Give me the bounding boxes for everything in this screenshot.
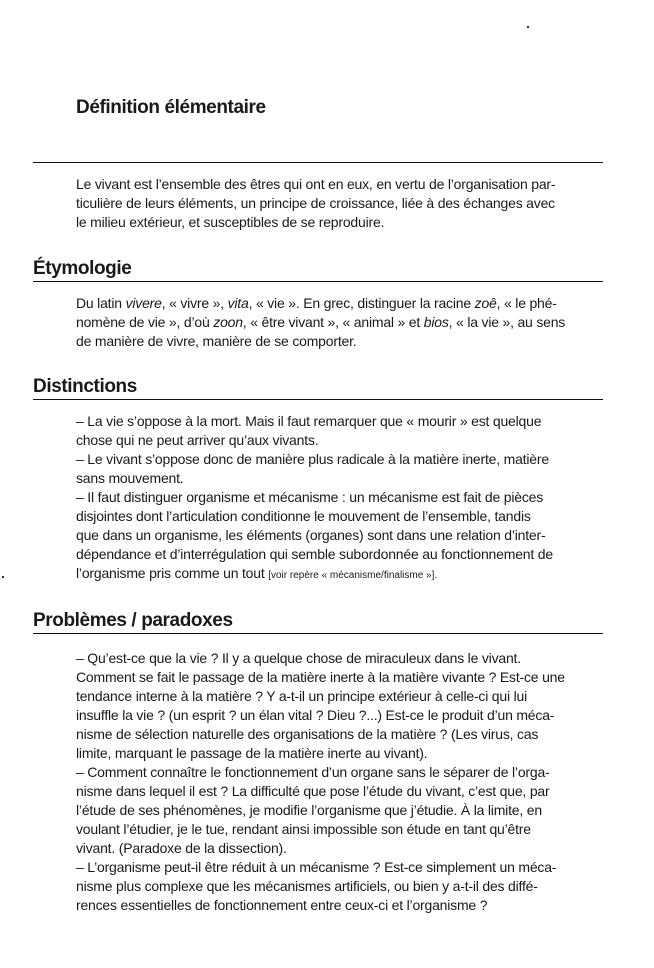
- text-line: – Le vivant s’oppose donc de manière plus radicale à la matière inerte, matière: [76, 451, 549, 467]
- problems-heading: Problèmes / paradoxes: [33, 610, 233, 631]
- etymology-heading: Étymologie: [33, 258, 132, 279]
- text-line: Du latin vivere, « vivre », vita, « vie ». En grec, distinguer la racine zoê, « le phé-: [76, 295, 557, 311]
- text-line: – Qu’est-ce que la vie ? Il y a quelque chose de miraculeux dans le vivant.: [76, 650, 521, 666]
- text-line: Comment se fait le passage de la matière inerte à la matière vivante ? Est-ce une: [76, 669, 565, 685]
- text-line: – La vie s’oppose à la mort. Mais il faut remarquer que « mourir » est quelque: [76, 413, 542, 429]
- text-line: ticulière de leurs éléments, un principe de croissance, liée à des échanges avec: [76, 195, 555, 211]
- text-line: nisme plus complexe que les mécanismes artificiels, ou bien y a-t-il des diffé-: [76, 878, 538, 894]
- cross-reference: [voir repère « mécanisme/finalisme »].: [268, 570, 438, 581]
- definition-divider: [33, 162, 603, 163]
- text-line: voulant l’étudier, je le tue, rendant ainsi impossible son étude en tant qu’être: [76, 821, 531, 837]
- text-line: que dans un organisme, les éléments (organes) sont dans une relation d’inter-: [76, 527, 546, 543]
- problems-paragraph: [76, 649, 603, 915]
- text-line: – Comment connaître le fonctionnement d’un organe sans le séparer de l’orga-: [76, 764, 550, 780]
- distinctions-paragraph: [76, 412, 603, 585]
- text-line: nomène de vie », d’où zoon, « être vivant », « animal » et bios, « la vie », au sens: [76, 314, 566, 330]
- text-line: disjointes dont l’articulation conditionne le mouvement de l’ensemble, tandis: [76, 508, 531, 524]
- text-line: nisme de sélection naturelle des organisations de la matière ? (Les virus, cas: [76, 726, 539, 742]
- text-line: chose qui ne peut arriver qu’aux vivants.: [76, 432, 319, 448]
- text-line: rences essentielles de fonctionnement entre ceux-ci et l’organisme ?: [76, 897, 488, 913]
- text-line: dépendance et d’interrégulation qui semble subordonnée au fonctionnement de: [76, 546, 553, 562]
- text-line: Le vivant est l’ensemble des êtres qui ont en eux, en vertu de l’organisation par-: [76, 176, 556, 192]
- text-line: sans mouvement.: [76, 470, 184, 486]
- text-line: de manière de vivre, manière de se comporter.: [76, 333, 357, 349]
- problems-divider: [33, 633, 603, 634]
- text-line: tendance interne à la matière ? Y a-t-il un principe extérieur à celle-ci qui lui: [76, 688, 527, 704]
- text-line: – L’organisme peut-il être réduit à un mécanisme ? Est-ce simplement un méca-: [76, 859, 557, 875]
- text-line: le milieu extérieur, et susceptibles de se reproduire.: [76, 214, 385, 230]
- definition-paragraph: [76, 175, 603, 232]
- etymology-divider: [33, 281, 603, 282]
- scan-dot-mark: [2, 576, 4, 578]
- text-line: nisme dans lequel il est ? La difficulté que pose l’étude du vivant, c’est que, par: [76, 783, 550, 799]
- text-line: l’étude de ses phénomènes, je modifie l’organisme que j’étudie. À la limite, en: [76, 802, 542, 818]
- text-line: vivant. (Paradoxe de la dissection).: [76, 840, 287, 856]
- text-line: insuffle la vie ? (un esprit ? un élan vital ? Dieu ?...) Est-ce le produit d’un méca-: [76, 707, 555, 723]
- scan-dot-mark: [527, 26, 529, 28]
- distinctions-heading: Distinctions: [33, 376, 137, 397]
- text-line: l’organisme pris comme un tout [voir repère « mécanisme/finalisme »].: [76, 565, 438, 581]
- distinctions-divider: [33, 399, 603, 400]
- text-line: limite, marquant le passage de la matière inerte au vivant).: [76, 745, 428, 761]
- definition-heading: Définition élémentaire: [76, 97, 266, 118]
- text-line: – Il faut distinguer organisme et mécanisme : un mécanisme est fait de pièces: [76, 489, 544, 505]
- etymology-paragraph: [76, 294, 603, 351]
